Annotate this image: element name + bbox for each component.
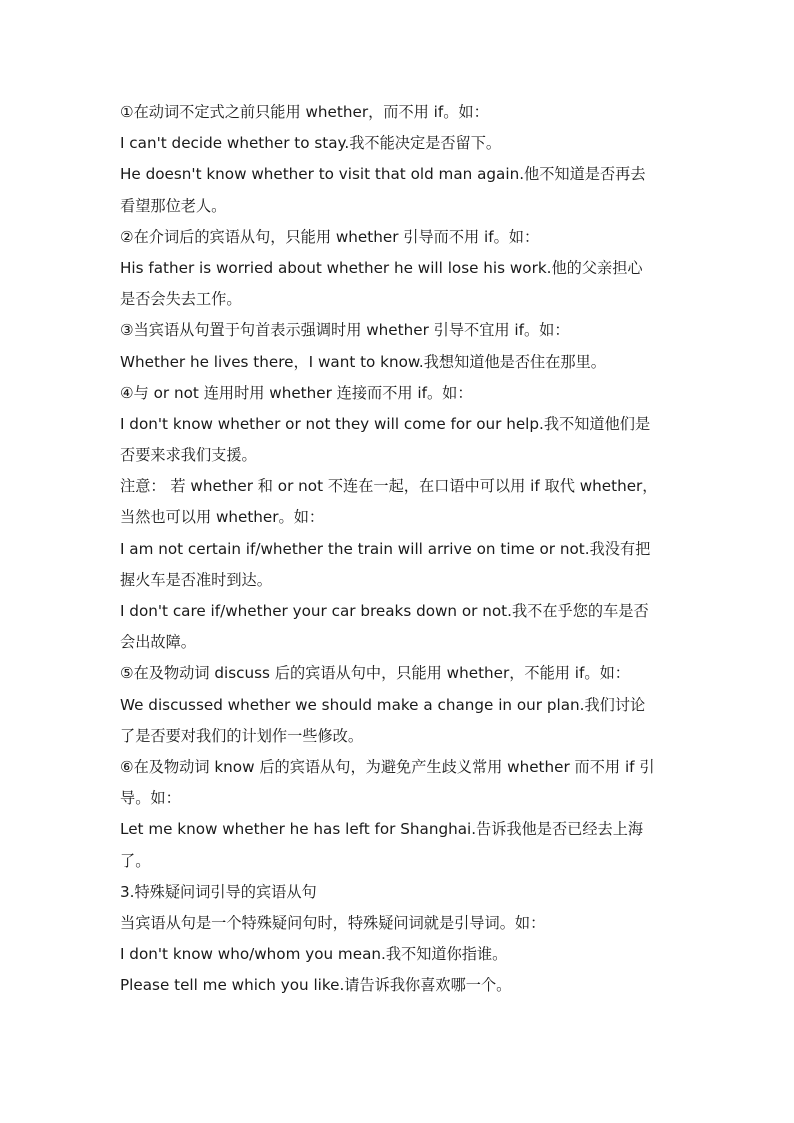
- section-3-heading: 3.特殊疑问词引导的宾语从句: [120, 882, 317, 901]
- example-line: I am not certain if/whether the train will arrive on time or not.我没有把: [120, 539, 651, 558]
- example-line: I don't care if/whether your car breaks down or not.我不在乎您的车是否: [120, 602, 649, 620]
- example-line-continued: 握火车是否准时到达。: [120, 570, 272, 589]
- note-line: 注意： 若 whether 和 or not 不连在一起，在口语中可以用 if 取代 whether，: [120, 477, 658, 496]
- rule-2-heading: ②在介词后的宾语从句，只能用 whether 引导而不用 if。如：: [120, 227, 540, 246]
- example-line-continued: 是否会失去工作。: [120, 290, 242, 309]
- note-line-continued: 当然也可以用 whether。如：: [120, 508, 325, 527]
- example-line-continued: 了是否要对我们的计划作一些修改。: [120, 726, 363, 745]
- section-3-description: 当宾语从句是一个特殊疑问句时，特殊疑问词就是引导词。如：: [120, 913, 546, 932]
- example-line: I can't decide whether to stay.我不能决定是否留下。: [120, 134, 502, 153]
- example-line: Please tell me which you like.请告诉我你喜欢哪一个。: [120, 976, 512, 995]
- rule-3-heading: ③当宾语从句置于句首表示强调时用 whether 引导不宜用 if。如：: [120, 321, 570, 340]
- example-line: His father is worried about whether he will lose his work.他的父亲担心: [120, 258, 643, 277]
- example-line: Let me know whether he has left for Shanghai.告诉我他是否已经去上海: [120, 820, 644, 839]
- example-line: I don't know who/whom you mean.我不知道你指谁。: [120, 945, 508, 964]
- example-line-continued: 否要来求我们支援。: [120, 446, 257, 465]
- rule-4-heading: ④与 or not 连用时用 whether 连接而不用 if。如：: [120, 383, 473, 402]
- rule-5-heading: ⑤在及物动词 discuss 后的宾语从句中，只能用 whether，不能用 if。如：: [120, 664, 630, 683]
- document-body: [120, 97, 685, 1001]
- example-line: Whether he lives there，I want to know.我想知道他是否住在那里。: [120, 352, 606, 371]
- example-line: We discussed whether we should make a change in our plan.我们讨论: [120, 695, 646, 714]
- rule-6-heading: ⑥在及物动词 know 后的宾语从句，为避免产生歧义常用 whether 而不用 if 引: [120, 757, 655, 776]
- example-line-continued: 了。: [120, 851, 151, 870]
- rule-6-heading-continued: 导。如：: [120, 789, 181, 808]
- example-line-continued: 会出故障。: [120, 633, 196, 652]
- rule-1-heading: ①在动词不定式之前只能用 whether，而不用 if。如：: [120, 103, 489, 121]
- example-line: He doesn't know whether to visit that old man again.他不知道是否再去: [120, 165, 646, 184]
- example-line-continued: 看望那位老人。: [120, 196, 227, 215]
- example-line: I don't know whether or not they will come for our help.我不知道他们是: [120, 414, 651, 433]
